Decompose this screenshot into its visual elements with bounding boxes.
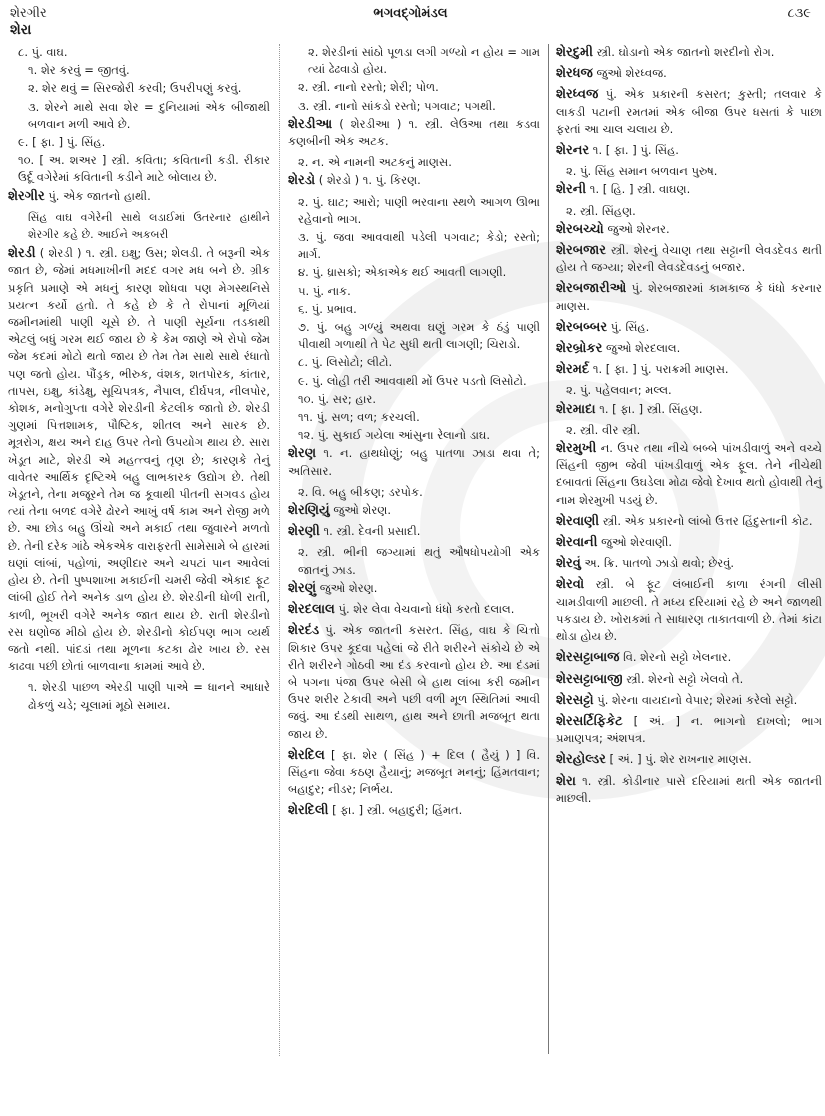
headword: શેરદંડ bbox=[288, 623, 320, 639]
definition: ૧. [ ફા. ] પું. પરાક્રમી માણસ. bbox=[589, 362, 729, 377]
definition: ૧. સ્ત્રી. કોડીનાર પાસે દરિયામાં થતી એક જાતની માછલી. bbox=[556, 773, 822, 805]
sense: ૮. પું. લિસોટો; લીટો. bbox=[298, 355, 393, 370]
dictionary-entry bbox=[556, 440, 822, 509]
headword: શેરદિલી bbox=[288, 803, 329, 819]
headword: શેરવું bbox=[556, 556, 581, 572]
dictionary-columns bbox=[8, 44, 822, 1104]
dictionary-entry bbox=[8, 188, 270, 205]
sense: ૧૦. [ અ. શઅર ] સ્ત્રી. કવિતા; કવિતાની કડી. રીકાર ઉર્દૂ વગેરેમાં કવિતાની કડીને માટે બોલાય છે. bbox=[18, 153, 270, 185]
sense: ૨. પું. સિંહ સમાન બળવાન પુરુષ. bbox=[566, 164, 718, 179]
dictionary-entry bbox=[288, 502, 540, 519]
dictionary-entry bbox=[556, 751, 822, 768]
definition: પું. સિંહ. bbox=[607, 319, 650, 334]
dictionary-entry bbox=[556, 44, 822, 61]
column-2 bbox=[284, 44, 540, 824]
dictionary-entry bbox=[556, 242, 822, 276]
usage-note: સિંહ વાઘ વગેરેની સાથે લડાઈમાં ઉતરનાર હાથીને શેરગીર કહે છે. આઈને અકબરી bbox=[28, 210, 270, 242]
dictionary-entry bbox=[556, 773, 822, 807]
definition: જુઓ શેરદલાલ. bbox=[602, 341, 681, 356]
definition: ( શેરડીઆ ) ૧. સ્ત્રી. લેઉઆ તથા કડવા કણબીની એક અટક. bbox=[288, 116, 540, 149]
sense: ૨. સ્ત્રી. સિંહણ. bbox=[566, 203, 636, 218]
sense: ૨. પું. પહેલવાન; મલ્લ. bbox=[566, 383, 672, 398]
dictionary-entry bbox=[288, 580, 540, 597]
sense: ૧૦. પું. સર; હાર. bbox=[298, 391, 377, 406]
headword: શેરધ્વજ bbox=[556, 87, 599, 103]
headword: શેરની bbox=[556, 182, 587, 198]
page-header bbox=[10, 6, 811, 26]
sense: ૮. પું. વાઘ. bbox=[18, 45, 68, 59]
definition: પું. એક જાતનો હાથી. bbox=[44, 188, 151, 203]
sense: ૪. પું. ધ્રાસકો; એકાએક થઈ આવતી લાગણી. bbox=[298, 265, 507, 280]
headword: શેરા bbox=[556, 773, 576, 789]
dictionary-entry bbox=[556, 576, 822, 645]
dictionary-entry bbox=[556, 713, 822, 747]
definition: સ્ત્રી. ઘોડાનો એક જાતનો શરદીનો રોગ. bbox=[592, 45, 775, 59]
sense: ૬. પું. પ્રભાવ. bbox=[298, 301, 357, 316]
sense: ૨. ન. એ નામની અટકનું માણસ. bbox=[298, 155, 452, 170]
sense: ૧૧. પું. સળ; વળ; કરચલી. bbox=[298, 410, 420, 425]
sense: ૧૨. પું. સુકાઈ ગયેલા આંસુના રેલાનો ડાઘ. bbox=[298, 428, 491, 443]
definition: ( શેરડી ) ૧. સ્ત્રી. ઇક્ષુ; ઉસ; શેલડી. તે બરૂની એક જાત છે, જેમાં મધમાખીની મદદ વગર મધ બને છે. ગ્રીક પ્રકૃતિ પ્રમાણે એ મધનું કારણ શોધવા પણ મેગસ્થનિસે પ્રયત્ન કર્યો હતો. તે કહે છે કે તે રોપાનાં મૂળિયાં જમીનમાંથી પાણી ચૂસે છે. તે પાણી સૂર્યના તડકાથી એટલું બધું ગરમ થઈ જાય છે કે કેમ જાણે એ રોપો જેમ જેમ કદમાં મોટો થતો જાય છે તેમ તેમ સાથે સાથે રંધાતો પણ જતો હોય. પૌંડ્રક, ભીરુક, વંશક, શતપોરક, કાંતાર, તાપસ, ઇક્ષુ, કાંડેક્ષુ, સૂચિપત્રક, નૈપાલ, દીર્ઘપત્ર, નીલપોર, કોશક, મનોગુપ્તા વગેરે શેરડીની કેટલીક જાતો છે. શેરડી ગુણમાં પિત્તશામક, પૌષ્ટિક, શીતલ અને સારક છે. મૂત્રરોગ, ક્ષય અને દાહ ઉપર તેનો ઉપયોગ થાય છે. સારા ખેડૂત માટે, શેરડી એ મહત્ત્વનું તૃણ છે; કારણકે તેનું વાવેતર આર્થિક દૃષ્ટિએ બહુ લાભકારક ઉદ્યોગ છે. તેથી ખેડૂતને, તેના મજૂરને તેમ જ કૂવાથી પીતની સગવડ હોય ત્યાં તેના બળદ વગેરે ઢોરને આખું વર્ષ કામ અને રોજી મળે છે. આ છોડ બહુ ઊંચો અને મકાઈ તથા જુવારને મળતો છે. તેની દરેક ગાંઠે એકએક વારાફરતી સામેસામે બે હારમાં ઘણાં લાંબાં, પહોળાં, અણીદાર અને ચપટાં પાન આવેલાં હોય છે. તેની પુષ્પશાખા મકાઈની ચમરી જેવી એકાદ ફૂટ લાંબી હોઈ તેને અનેક ડાળ હોય છે. શેરડીની ધોળી રાતી, કાળી, ભૂખરી વગેરે અનેક જાત થાય છે. રાતી શેરડીનો રસ ઘણોજ મીઠો હોય છે. શેરડીનો કોઈપણ ભાગ વ્યર્થ જતો નથી. પાંદડાં તથા મૂળના કટકા ઢોર ખાય છે. રસ કાઢવા પછી છોતાં બાળવાના કામમાં આવે છે. bbox=[8, 246, 270, 674]
headword: શેરબબ્બર bbox=[556, 319, 608, 335]
idiom: ૧. શેર કરવું = જીતવું. bbox=[28, 63, 130, 78]
headword: શેરધજ bbox=[556, 66, 593, 82]
headword: શેરદલાલ bbox=[288, 602, 335, 618]
dictionary-entry bbox=[556, 221, 822, 238]
dictionary-entry bbox=[556, 181, 822, 198]
headword: શેરડી bbox=[8, 246, 36, 262]
headword: શેરદુમી bbox=[556, 45, 593, 60]
column-3 bbox=[552, 44, 822, 811]
idiom: ૧. શેરડી પાછળ એરડી પાણી પાએ = ધાનને આધારે ઢોકળું ચડે; ચૂલામાં મૂઠો સમાય. bbox=[28, 680, 270, 712]
definition: પું. શેરના વાયદાનો વેપાર; શેરમાં કરેલો સટ્ટો. bbox=[593, 692, 798, 707]
headword: શેરબજારીઓ bbox=[556, 281, 627, 297]
headword: શેરવો bbox=[556, 577, 585, 593]
headword: શેરવાની bbox=[556, 535, 598, 551]
definition: જુઓ શેરણ. bbox=[316, 580, 378, 595]
dictionary-entry bbox=[8, 245, 270, 675]
guide-word-left: શેરગીર bbox=[10, 6, 47, 21]
dictionary-entry bbox=[556, 513, 822, 530]
headword: શેરમાદા bbox=[556, 401, 596, 417]
book-title: ભગવદ્ગોમંડલ bbox=[373, 6, 448, 21]
sense: ૭. પું. બહુ ગળ્યું અથવા ઘણું ગરમ કે ઠંડું પાણી પીવાથી ગળાથી તે પેટ સુધી થતી લાગણી; ચિરાડો. bbox=[298, 320, 540, 352]
headword: શેરગીર bbox=[8, 188, 45, 204]
headword: શેરબચ્ચો bbox=[556, 221, 604, 237]
definition: [ અં. ] પું. શેર રાખનાર માણસ. bbox=[605, 752, 752, 767]
definition: ૧. ન. હાથધોણું; બહુ પાતળા ઝાડા થવા તે; અતિસાર. bbox=[288, 446, 540, 478]
headword: શેરસટ્ટાબાજી bbox=[556, 671, 623, 687]
idiom: ૩. શેરને માથે સવા શેર = દુનિયામાં એક બીજાથી બળવાન મળી આવે છે. bbox=[28, 99, 270, 131]
definition: જુઓ શેરધ્વજ. bbox=[592, 66, 667, 81]
headword: શેરણું bbox=[288, 580, 317, 596]
dictionary-entry bbox=[556, 280, 822, 314]
dictionary-entry bbox=[288, 601, 540, 618]
sense: ૯. [ ફા. ] પું. સિંહ. bbox=[18, 135, 106, 150]
page-number: ૮૩૯ bbox=[787, 6, 811, 21]
column-1 bbox=[8, 44, 270, 715]
definition: પું. એક જાતની કસરત. સિંહ, વાઘ કે ચિત્તો શિકાર ઉપર કૂદવા પહેલાં જે રીતે શરીરને સંકોચે છે એ રીતે શરીરને ગોઠવી આ દંડ કરવાનો હોય છે. આ દંડમાં બે પગના પંજા ઉપર બેસી બે હાથ લાંબા કરી જમીન ઉપર શરીર ટેકાવી અને પછી વળી મૂળ સ્થિતિમાં આવી જવું. આ દંડથી સાથળ, હાથ અને છાતી મજબૂત થતા જાય છે. bbox=[288, 623, 540, 741]
sense: ૯. પું. લોહી તરી આવવાથી મોં ઉપર પડતો લિસોટો. bbox=[298, 373, 527, 388]
headword: શેરબજાર bbox=[556, 243, 606, 259]
definition: જુઓ શેરનર. bbox=[603, 221, 670, 236]
definition: સ્ત્રી. એક પ્રકારનો લાંબો ઉત્તર હિંદુસ્તાની કોટ. bbox=[599, 513, 813, 528]
definition: [ ફા. ] સ્ત્રી. બહાદુરી; હિંમત. bbox=[328, 803, 463, 818]
dictionary-entry bbox=[556, 65, 822, 82]
sense: ૨. સ્ત્રી. વીર સ્ત્રી. bbox=[566, 422, 641, 437]
definition: અ. ક્રિ. પાતળો ઝાડો થવો; છેરવું. bbox=[580, 556, 735, 571]
dictionary-entry bbox=[288, 523, 540, 540]
headword: શેરબ્રોકર bbox=[556, 341, 603, 357]
dictionary-entry bbox=[556, 671, 822, 688]
dictionary-entry bbox=[288, 802, 540, 819]
dictionary-entry bbox=[556, 534, 822, 551]
dictionary-entry bbox=[556, 692, 822, 709]
sense: ૩. સ્ત્રી. નાનો સાંકડો રસ્તો; પગવાટ; પગથી. bbox=[298, 98, 496, 113]
definition: ૧. [ ફા. ] સ્ત્રી. સિંહણ. bbox=[595, 401, 703, 416]
headword: શેરદિલ bbox=[288, 747, 325, 763]
headword: શેરણિયું bbox=[288, 503, 330, 519]
sense: ૨. પું. ઘાટ; આરો; પાણી ભરવાના સ્થળે આગળ ઊભા રહેવાનો ભાગ. bbox=[298, 194, 540, 226]
headword: શેરસટ્ટાબાજ bbox=[556, 650, 620, 666]
definition: ન. ઉપર તથા નીચે બબ્બે પાંખડીવાળું અને વચ્ચે સિંહની જીભ જેવી પાંખડીવાળું એક ફૂલ. તેને નીચેથી દબાવતાં સિંહના ઉઘડેલા મોઢા જેવો દેખાવ થતો હોવાથી તેનું નામ શેરમુખી પડયું છે. bbox=[556, 441, 822, 507]
headword: શેરનર bbox=[556, 143, 590, 159]
definition: પું. શેર લેવા વેચવાનો ધંધો કરતો દલાલ. bbox=[334, 602, 515, 617]
dictionary-entry bbox=[556, 555, 822, 572]
headword: શેરણ bbox=[288, 446, 317, 462]
dictionary-entry bbox=[556, 401, 822, 418]
sense: ૩. પું. જવા આવવાથી પડેલી પગવાટ; કેડો; રસ્તો; માર્ગ. bbox=[298, 230, 540, 262]
sense: ૨. સ્ત્રી. નાનો રસ્તો; શેરી; પોળ. bbox=[298, 80, 439, 95]
definition: [ ફા. શેર ( સિંહ ) + દિલ ( હૈયું ) ] વિ. સિંહના જેવા કઠણ હૈયાનું; મજબૂત મનનું; હિંમતવાન; બહાદુર; નીડર; નિર્ભય. bbox=[288, 747, 540, 797]
dictionary-entry bbox=[556, 361, 822, 378]
dictionary-entry bbox=[556, 319, 822, 336]
definition: સ્ત્રી. શેરનું વેચાણ તથા સટ્ટાની લેવડદેવડ થતી હોય તે જગ્યા; શેરની લેવડદેવડનું બજાર. bbox=[556, 243, 822, 275]
dictionary-entry bbox=[288, 622, 540, 742]
definition: ૧. [ હિ. ] સ્ત્રી. વાઘણ. bbox=[586, 182, 691, 197]
headword: શેરસટ્ટો bbox=[556, 692, 594, 708]
headword: શેરહોલ્ડર bbox=[556, 752, 606, 768]
headword: શેરવાણી bbox=[556, 513, 600, 529]
definition: જુઓ શેરવાણી. bbox=[597, 535, 673, 550]
definition: સ્ત્રી. બે ફૂટ લંબાઈની કાળા રંગની લીસી ચામડીવાળી માછલી. તે મધ્ય દરિયામાં રહે છે અને જાળથી પકડાય છે. ખોરાકમાં તે સાધારણ તાકાતવાળી છે. તેમાં કાંટા થોડા હોય છે. bbox=[556, 577, 822, 644]
definition: પું. એક પ્રકારની કસરત; કુસ્તી; તલવાર કે લાકડી પટાની રમતમાં એક બીજા ઉપર ધસતાં કે પાછા ફરતાં આ ચાલ ચલાય છે. bbox=[556, 87, 822, 136]
headword: શેરડીઆ bbox=[288, 116, 333, 132]
headword: શેરમુખી bbox=[556, 441, 597, 457]
definition: જુઓ શેરણ. bbox=[329, 503, 391, 518]
idiom: ૨. શેરડીનાં સાંઠો પૂળડા લગી ગળ્યો ન હોય = ગામ ત્યાં ઢેઢવાડો હોય. bbox=[308, 45, 540, 77]
headword: શેરણી bbox=[288, 524, 320, 540]
definition: [ અં. ] ન. ભાગનો દાખલો; ભાગ પ્રમાણપત્ર; અંશપત્ર. bbox=[556, 713, 822, 746]
guide-word-sub: શેરા bbox=[10, 22, 32, 38]
dictionary-entry bbox=[556, 142, 822, 159]
dictionary-entry bbox=[288, 445, 540, 479]
definition: ૧. સ્ત્રી. દેવની પ્રસાદી. bbox=[319, 524, 421, 539]
definition: ૧. [ ફા. ] પું. સિંહ. bbox=[589, 143, 679, 158]
idiom: ૨. શેર થવું = સિરજોરી કરવી; ઉપરીપણું કરવું. bbox=[28, 81, 242, 96]
sense: ૨. વિ. બહુ બીકણ; ડરપોક. bbox=[298, 484, 423, 499]
definition: ( શેરડો ) ૧. પું. કિરણ. bbox=[315, 173, 421, 188]
headword: શેરડો bbox=[288, 173, 316, 189]
dictionary-entry bbox=[556, 649, 822, 666]
headword: શેરમર્દ bbox=[556, 362, 590, 378]
sense: ૫. પું. નાક. bbox=[298, 283, 351, 298]
dictionary-entry bbox=[288, 172, 540, 189]
definition: પું. શેરબજારમાં કામકાજ કે ધંધો કરનાર માણસ. bbox=[556, 281, 822, 313]
definition: સ્ત્રી. શેરનો સટ્ટો ખેલવો તે. bbox=[622, 671, 744, 686]
dictionary-entry bbox=[556, 86, 822, 138]
definition: વિ. શેરનો સટ્ટો ખેલનાર. bbox=[619, 650, 732, 665]
headword: શેરસર્ટિફિકેટ bbox=[556, 713, 623, 729]
dictionary-entry bbox=[556, 340, 822, 357]
dictionary-entry bbox=[288, 747, 540, 799]
sense: ૨. સ્ત્રી. ભીની જગ્યામાં થતું ઔષધોપયોગી એક જાતનું ઝાડ. bbox=[298, 545, 540, 577]
dictionary-entry bbox=[288, 116, 540, 150]
